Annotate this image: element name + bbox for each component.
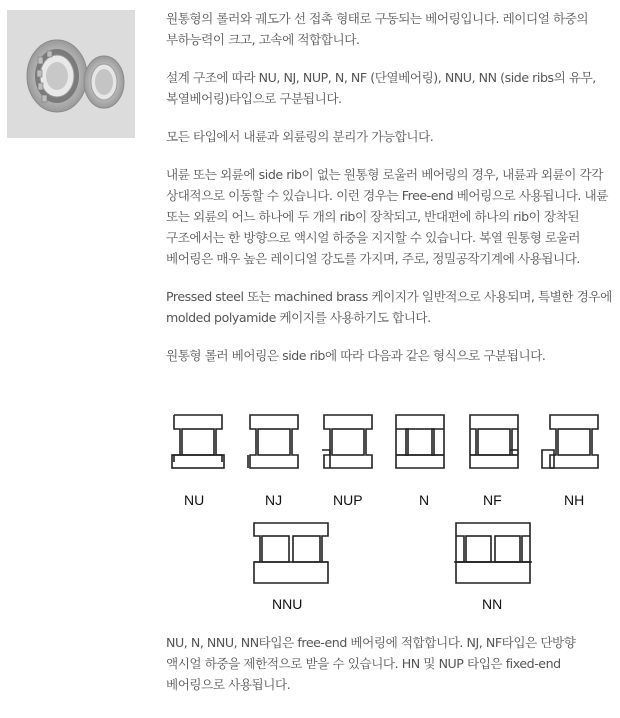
closing-section <box>166 632 612 712</box>
intro-paragraph-6: 원통형 롤러 베어링은 side rib에 따라 다음과 같은 형식으로 구분됩니다. <box>166 348 546 363</box>
nf-label: NF <box>483 492 502 508</box>
nn-cross-section-diagram <box>452 522 534 584</box>
nh-cross-section-diagram <box>540 414 602 470</box>
nj-cross-section-diagram <box>246 414 302 470</box>
nnu-cross-section-diagram <box>250 522 332 584</box>
nnu-label: NNU <box>272 596 303 612</box>
nu-label: NU <box>184 492 205 508</box>
nup-label: NUP <box>333 492 363 508</box>
intro-paragraph-1: 원통형의 롤러와 궤도가 선 접촉 형태로 구동되는 베어링입니다. 레이디얼 하중의 부하능력이 크고, 고속에 적합합니다. <box>166 11 589 47</box>
n-cross-section-diagram <box>392 414 448 470</box>
intro-paragraph-5: Pressed steel 또는 machined brass 케이지가 일반적으로 사용되며, 특별한 경우에 molded polyamide 케이지를 사용하기도 합니다. <box>166 289 612 325</box>
cylindrical-roller-bearing-illustration <box>7 10 135 138</box>
n-label: N <box>419 492 430 508</box>
bearing-product-image <box>7 10 135 138</box>
bearing-type-diagrams <box>166 404 616 620</box>
description-section <box>166 8 612 383</box>
nu-cross-section-diagram <box>170 414 226 470</box>
nup-cross-section-diagram <box>320 414 376 470</box>
closing-paragraph: NU, N, NNU, NN타입은 free-end 베어링에 적합합니다. NJ, NF타입은 단방향 액시얼 하중을 제한적으로 받을 수 있습니다. HN 및 NUP 타입은 fixed-end 베어링으로 사용됩니다. <box>166 635 576 692</box>
nf-cross-section-diagram <box>466 414 522 470</box>
nh-label: NH <box>564 492 585 508</box>
intro-paragraph-2: 설계 구조에 따라 NU, NJ, NUP, N, NF (단열베어링), NNU, NN (side ribs의 유무, 복열베어링)타입으로 구분됩니다. <box>166 70 596 106</box>
nj-label: NJ <box>265 492 283 508</box>
intro-paragraph-4: 내륜 또는 외륜에 side rib이 없는 원통형 로울러 베어링의 경우, 내륜과 외륜이 각각 상대적으로 이동할 수 있습니다. 이런 경우는 Free-end 베어링으로 사용됩니다. 내륜 또는 외륜의 어느 하나에 두 개의 rib이 장착되고, 반대편에 하나의 rib이 장착된 구조에서는 한 방향으로 액시얼 하중을 지지할 수 있습니다. 복열 원통형 로울러 베어링은 매우 높은 레이디얼 강도를 가지며, 주로, 정밀공작기계에 사용됩니다. <box>166 167 608 266</box>
intro-paragraph-3: 모든 타입에서 내륜과 외륜링의 분리가 가능합니다. <box>166 129 434 144</box>
nn-label: NN <box>482 596 503 612</box>
